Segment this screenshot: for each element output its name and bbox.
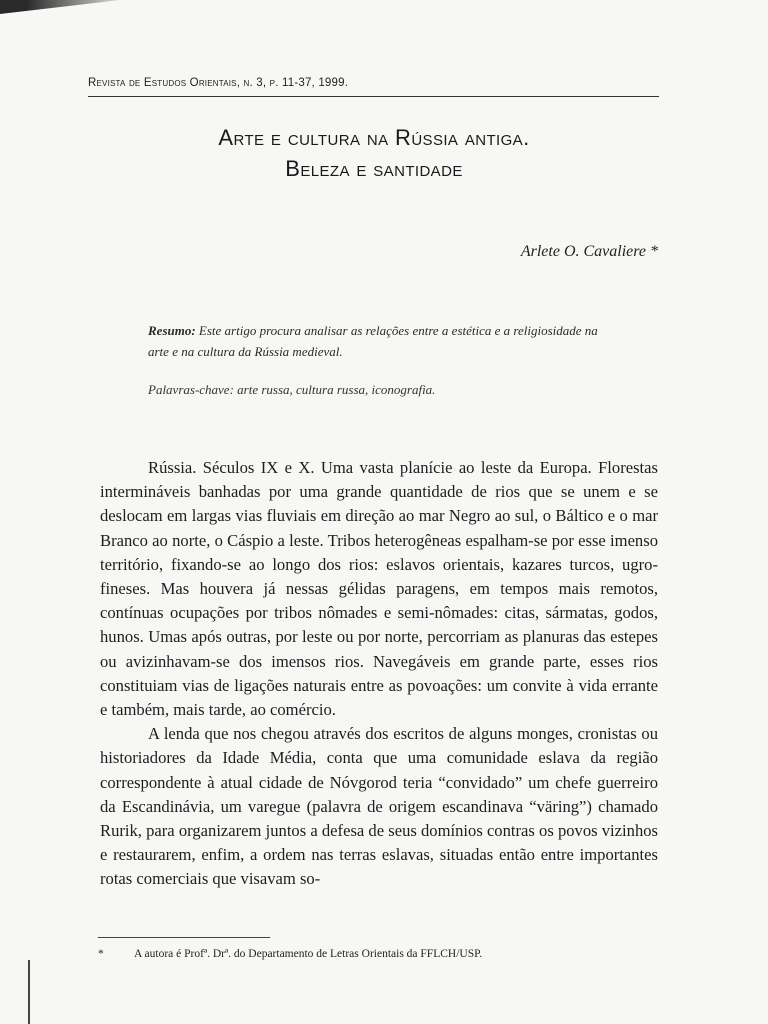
journal-citation: Revista de Estudos Orientais, n. 3, p. 11-37, 1999. [88, 77, 349, 89]
scan-shadow-edge [28, 960, 30, 1024]
body-text [100, 456, 658, 892]
abstract-label: Resumo: [148, 323, 196, 338]
author-name: Arlete O. Cavaliere * [520, 243, 658, 260]
footnote-rule [98, 937, 270, 938]
header-rule [88, 96, 659, 97]
footnote-text: A autora é Profª. Drª. do Departamento de Letras Orientais da FFLCH/USP. [134, 948, 483, 960]
title-line-1: Arte e cultura na Rússia antiga. [218, 125, 530, 150]
paragraph-1: Rússia. Séculos IX e X. Uma vasta planície ao leste da Europa. Florestas intermináveis banhadas por uma grande quantidade de rios que se unem e se deslocam em largas vias fluviais em direção ao mar Negro ao sul, o Báltico e o mar Branco ao norte, o Cáspio a leste. Tribos heterogêneas espalham-se por esse imenso território, fixando-se ao longo dos rios: eslavos orientais, kazares turcos, ugro-fineses. Mas houvera já nessas gélidas paragens, em tempos mais remotos, contínuas ocupações por tribos nômades e semi-nômades: citas, sármatas, godos, hunos. Umas após outras, por leste ou por norte, percorriam as planuras das estepes ou avizinhavam-se dos imensos rios. Navegáveis em grande parte, esses rios constituiam vias de ligações naturais entre as povoações: um convite à vida errante e também, mais tarde, ao comércio. [100, 458, 658, 720]
keywords [148, 382, 618, 398]
abstract-text: Este artigo procura analisar as relações entre a estética e a religiosidade na arte e na cultura da Rússia medieval. [148, 323, 598, 359]
title-line-2: Beleza e santidade [285, 156, 463, 181]
footnote [98, 948, 658, 960]
article-title [88, 122, 660, 184]
footnote-mark: * [98, 948, 104, 960]
paragraph-2: A lenda que nos chegou através dos escritos de alguns monges, cronistas ou historiadores da Idade Média, conta que uma comunidade eslava da região correspondente à atual cidade de Nóvgorod teria “convidado” um chefe guerreiro da Escandinávia, um varegue (palavra de origem escandinava “väring”) chamado Rurik, para organizarem juntos a defesa de seus domínios contras os povos vizinhos e restaurarem, enfim, a ordem nas terras eslavas, situadas então entre importantes rotas comerciais que visavam so- [100, 724, 658, 889]
keywords-label: Palavras-chave: [148, 382, 234, 397]
abstract [148, 320, 618, 362]
keywords-text: arte russa, cultura russa, iconografia. [233, 382, 436, 397]
